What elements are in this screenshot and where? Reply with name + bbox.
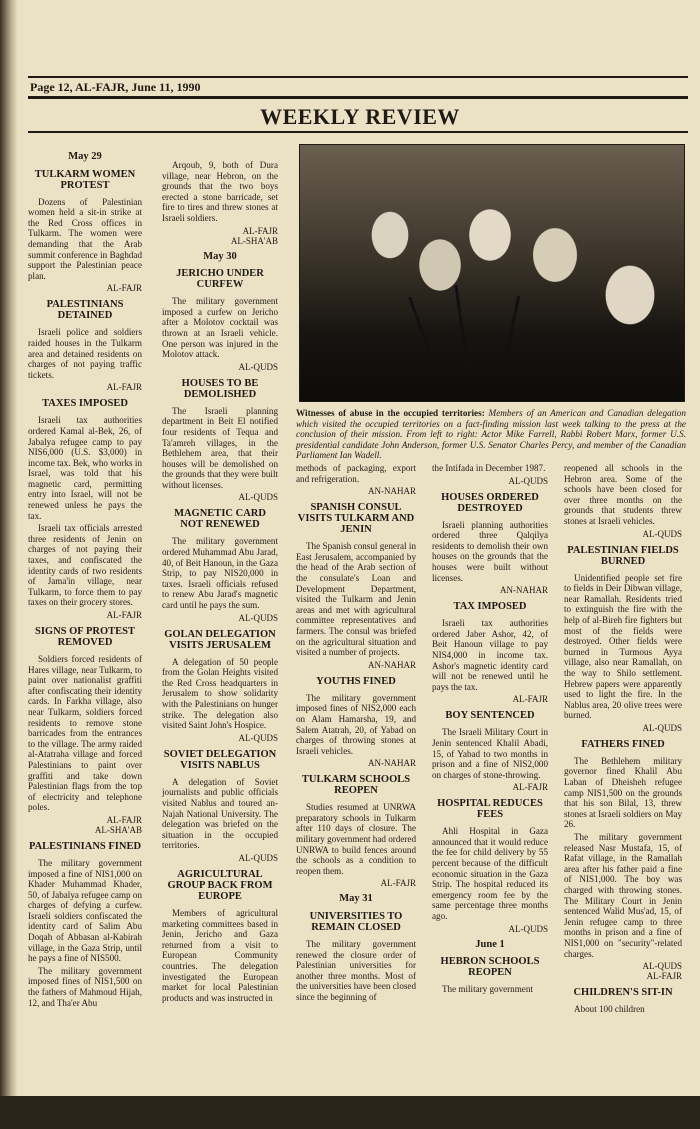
headline: CHILDREN'S SIT-IN — [573, 987, 673, 999]
source-credit: AL-QUDS — [238, 732, 278, 743]
article-text: Israeli tax authorities ordered Jaber Ashor, 42, of Beit Hanoun village to pay NIS4,000 in income tax. Ashor's magnetic identity card will not be renewed until he pays the tax. — [432, 618, 548, 692]
header-rule — [28, 96, 688, 99]
headline: TULKARM SCHOOLS REOPEN — [301, 774, 411, 797]
column-5 — [564, 463, 682, 1017]
column-4 — [432, 463, 548, 997]
column-2 — [162, 160, 278, 1005]
article-text: Studies resumed at UNRWA preparatory schools in Tulkarm after 110 days of closure. The military government had ordered UNRWA to build fences around the schools as a condition to reopen them. — [296, 802, 416, 876]
source-credit: AL-QUDS — [508, 923, 548, 934]
article-text: reopened all schools in the Hebron area. Some of the schools have been closed for over three months on the grounds that students threw stones at Israeli vehicles. — [564, 463, 682, 526]
source-credit: AL-FAJR — [242, 225, 278, 236]
headline: BOY SENTENCED — [445, 710, 535, 722]
date-heading: May 31 — [339, 893, 373, 905]
source-credit: AL-FAJR — [512, 694, 548, 705]
article-text: The military government released Nasr Mustafa, 15, of Rafat village, in the Ramallah area after his father paid a fine of NIS1,000. The boy was charged with throwing stones. The Military Court in Jenin sentenced Walid Mus'ad, 15, of Jenin refugee camp to three months in prison and a fine of NIS1,000 on "security"-related charges. — [564, 832, 682, 959]
article-text: Members of agricultural marketing committees based in Jenin, Jericho and Gaza returned from a visit to European Community countries. The delegation investigated the European market for local Palestinian products and was instructed in — [162, 907, 278, 1003]
column-3 — [296, 463, 416, 1005]
headline: HOSPITAL REDUCES FEES — [437, 798, 543, 821]
headline: UNIVERSITIES TO REMAIN CLOSED — [309, 911, 403, 934]
source-credit: AL-QUDS — [238, 492, 278, 503]
headline: YOUTHS FINED — [316, 675, 396, 687]
date-heading: May 29 — [68, 151, 102, 162]
source-credit: AL-QUDS — [508, 475, 548, 486]
source-credit: AL-QUDS — [238, 612, 278, 623]
article-text: The Bethlehem military governor fined Khalil Abu Laban of Dheisheh refugee camp NIS1,500 on the grounds that his son Bilal, 13, threw stones at Israeli soldiers on May 26. — [564, 755, 682, 830]
article-text: Ahli Hospital in Gaza announced that it would reduce the fee for child delivery by 55 percent because of the difficult economic situation in the Gaza Strip. The hospital reduced its emergency room fee by the same percentage three months ago. — [432, 826, 548, 922]
article-text: A delegation of 50 people from the Golan Heights visited the Red Cross headquarters in Jerusalem to show solidarity with the Palestinians on hunger strike. The delegation also visited Saint John's Hospice. — [162, 656, 278, 731]
article-text: the Intifada in December 1987. — [432, 463, 546, 473]
source-credit: AL-FAJR — [380, 878, 416, 889]
top-rule — [28, 76, 688, 78]
article-text: A delegation of Soviet journalists and public officials visited Nablus and toured an-Najah National University. The delegation was briefed on the situation in the occupied territories. — [162, 776, 278, 851]
delegation-press-photo — [299, 144, 685, 402]
caption-lead: Witnesses of abuse in the occupied territories: — [296, 408, 485, 418]
microphone-icon — [408, 297, 435, 364]
headline: GOLAN DELEGATION VISITS JERUSALEM — [164, 628, 276, 651]
headline: SIGNS OF PROTEST REMOVED — [35, 626, 135, 648]
source-credit: AL-FAJR — [106, 610, 142, 620]
article-text: The military government imposed a fine of NIS1,000 on Khader Muhammad Khader, 50, of Jabalya refugee camp on charges of defying a curfew. Israeli soldiers confiscated the identity card of Salim Abu Doqah of Abbasan al-Kabirah village, in the Gaza Strip, until he pays a fine of NIS500. — [28, 857, 142, 964]
headline: AGRICULTURAL GROUP BACK FROM EUROPE — [167, 868, 273, 902]
title-rule — [28, 131, 688, 133]
source-credit: AN-NAHAR — [368, 758, 416, 769]
source-credit: AL-QUDS — [238, 361, 278, 372]
source-credit: AL-FAJR — [106, 382, 142, 393]
source-credit: AL-FAJR — [106, 814, 142, 825]
section-title: WEEKLY REVIEW — [260, 104, 460, 129]
headline: SOVIET DELEGATION VISITS NABLUS — [163, 748, 277, 771]
caption-text: Members of an American and Canadian delegation which visited the occupied territories on a fact-finding mission last week talking to the press at the conclusion of their mission. From left to right: Actor Mike Farrell, Rabbi Robert Marx, former U.S. presidential candidate John Anderson, former U.S. Senator Charles Percy, and member of the Canadian Parliament Ian Wadell. — [296, 408, 686, 461]
source-credit: AL-QUDS — [642, 528, 682, 539]
source-credit: AN-NAHAR — [368, 486, 416, 497]
article-text: The Israeli Military Court in Jenin sentenced Khalil Abadi, 15, of Yabad to two months in prison and a fine of NIS2,000 on charges of stone-throwing. — [432, 727, 548, 780]
headline: TAXES IMPOSED — [42, 398, 128, 410]
scan-bottom-edge — [0, 1096, 700, 1129]
headline: PALESTINIANS FINED — [28, 840, 142, 852]
article-text: Dozens of Palestinian women held a sit-in strike at the Red Cross offices in Tulkarm. The women were demanding that the Arab summit conference in Baghdad support the Palestinian peace plan. — [28, 196, 142, 281]
article-text: The Israeli planning department in Beit El notified four residents of Tequa and Ta'amreh villages, in the Bethlehem area, that their houses will be demolished on the grounds that they were built without licenses. — [162, 405, 278, 490]
microphone-icon — [454, 285, 468, 365]
source-credit: AL-QUDS — [642, 722, 682, 733]
article-text: methods of packaging, export and refrigeration. — [296, 463, 416, 484]
page-header: Page 12, AL-FAJR, June 11, 1990 — [30, 80, 201, 94]
article-text: Israeli police and soldiers raided houses in the Tulkarm area and detained residents on charges of not paying traffic tickets. — [28, 327, 142, 380]
headline: PALESTINIAN FIELDS BURNED — [567, 544, 679, 567]
article-text: Unidentified people set fire to fields in Deir Dibwan village, near Ramallah. Residents tried to extinguish the fire with the help of al-Bireh fire fighters but most of the fields were destroyed. Other fields were burned in Turmous Ayya village, also near Ramallah, on the way to Shilo settlement. Hebrew papers were apparently used to light the fire. In the Nablus area, 20 olive trees were burned. — [564, 572, 682, 721]
source-credit: AL-FAJR — [646, 971, 682, 982]
article-text: The military government — [442, 984, 533, 995]
article-text: Arqoub, 9, both of Dura village, near Hebron, on the grounds that the two boys erected a stone barricade, set fire to tires and threw stones at Israeli soldiers. — [162, 160, 278, 223]
source-credit: AL-QUDS — [238, 852, 278, 863]
headline: MAGNETIC CARD NOT RENEWED — [174, 508, 266, 531]
article-text: Israeli planning authorities ordered three Qalqilya residents to demolish their own houses on the grounds that the houses were built without licenses. — [432, 519, 548, 583]
date-heading: May 30 — [203, 250, 237, 262]
article-text: The military government imposed fines of NIS2,000 each on Alam Hamarsha, 19, and Salem Atatrah, 20, of Yabad on charges of throwing stones at Israeli vehicles. — [296, 692, 416, 756]
headline: HOUSES TO BE DEMOLISHED — [181, 377, 259, 400]
article-text: Israeli tax authorities ordered Kamal al-Bek, 26, of Jabalya refugee camp to pay NIS6,000 (U.S. $3,000) in income tax. Bek, who works in Israel, was told that his magnetic card, permitting entry into Israel, will not be renewed unless he pays the tax. — [28, 415, 142, 521]
article-text: The military government ordered Muhammad Abu Jarad, 40, of Beit Hanoun, in the Gaza Strip, to pay NIS20,000 in taxes. Israeli officials refused to renew Abu Jarad's magnetic card until he pays the sum. — [162, 536, 278, 611]
headline: SPANISH CONSUL VISITS TULKARM AND JENIN — [297, 502, 415, 536]
source-credit: AL-FAJR — [512, 782, 548, 793]
headline: PALESTINIANS DETAINED — [46, 299, 124, 322]
page-spine-shadow — [0, 0, 18, 1129]
article-text: The Spanish consul general in East Jerusalem, accompanied by the head of the Arab section of the consulate's Loan and Development Department, visited the Tulkarm and Jenin areas and met with agricultural committee representatives and farmers. The consul was briefed on the agricultural situation and visited a number of projects. — [296, 541, 416, 658]
column-1 — [28, 146, 142, 1010]
article-text: The military government imposed fines of NIS1,500 on the fathers of Mahmoud Hijah, 12, and Tha'er Abu — [28, 965, 142, 1008]
headline: JERICHO UNDER CURFEW — [176, 268, 264, 291]
article-text: The military government imposed a curfew on Jericho after a Molotov cocktail was thrown at an Israeli vehicle. One person was injured in the Molotov attack. — [162, 296, 278, 360]
source-credit: AN-NAHAR — [368, 659, 416, 670]
article-text: The military government renewed the closure order of Palestinian universities for another three months. Most of the universities have been closed since the beginning of — [296, 939, 416, 1002]
source-credit: AL-SHA'AB — [94, 824, 142, 835]
date-heading: June 1 — [475, 938, 505, 950]
headline: TULKARM WOMEN PROTEST — [34, 168, 136, 191]
article-text: Israeli tax officials arrested three residents of Jenin on charges of not paying their taxes, and confiscated the identity cards of two residents of Jama'in village, near Tulkarm, to force them to pay taxes on their grocery stores. — [28, 523, 142, 608]
microphone-icon — [503, 295, 520, 364]
headline: TAX IMPOSED — [453, 601, 527, 613]
headline: FATHERS FINED — [581, 738, 665, 750]
source-credit: AL-QUDS — [642, 961, 682, 972]
source-credit: AN-NAHAR — [500, 585, 548, 596]
photo-caption — [296, 408, 686, 461]
headline: HEBRON SCHOOLS REOPEN — [440, 956, 540, 979]
source-credit: AL-SHA'AB — [230, 235, 278, 246]
article-text: Soldiers forced residents of Hares village, near Tulkarm, to paint over nationalist graffiti after confiscating their identity cards. In Farkha village, also near Tulkarm, soldiers forced residents to remove stone barricades from the entrances to the village. The army raided al-Atatraha village and forced Palestinians to paint over graffiti and take down Palestinian flags from the top of electricity and telephone poles. — [28, 654, 142, 813]
source-credit: AL-FAJR — [106, 283, 142, 294]
headline: HOUSES ORDERED DESTROYED — [441, 491, 539, 514]
article-text: About 100 children — [574, 1004, 645, 1015]
